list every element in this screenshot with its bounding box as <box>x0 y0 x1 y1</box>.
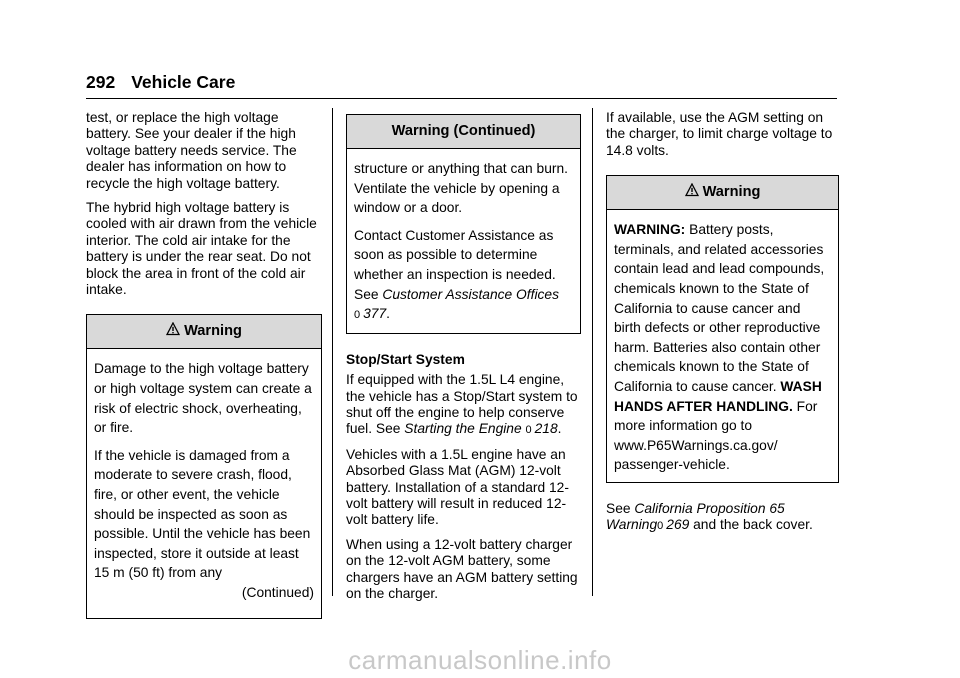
page-reference-arrow-icon: 0 <box>657 520 664 533</box>
column-3 <box>606 110 839 543</box>
paragraph: See California Proposition 65 Warning0 269 and the back cover. <box>606 500 813 533</box>
column-1 <box>86 110 322 637</box>
warning-header: Warning (Continued) <box>347 115 580 149</box>
paragraph: test, or replace the high voltage battery. See your dealer if the high voltage battery needs service. The dealer has information on how to recycle the high voltage battery. <box>86 110 297 191</box>
warning-paragraph: Damage to the high voltage battery or high voltage system can create a risk of electric shock, overheating, or fire. <box>94 361 312 436</box>
page-reference[interactable]: 269 <box>666 517 690 533</box>
warning-body <box>607 210 838 482</box>
warning-continued-box <box>346 114 581 334</box>
warning-paragraph: Contact Customer Assistance as soon as possible to determine whether an inspection is needed. See Customer Assistance Offices 0 377. <box>354 227 559 322</box>
warning-triangle-icon <box>166 322 180 336</box>
paragraph: If equipped with the 1.5L L4 engine, the vehicle has a Stop/Start system to shut off the engine to help conserve fuel. See Starting the Engine 0 218. <box>346 372 578 437</box>
column-2 <box>346 110 581 610</box>
warning-box <box>606 175 839 483</box>
warning-paragraph: If the vehicle is damaged from a moderate to severe crash, flood, fire, or other event, the vehicle should be inspected as soon as possible. Until the vehicle has been inspected, store it outside at least 15 m (50 ft) from any <box>94 447 311 581</box>
paragraph: If available, use the AGM setting on the charger, to limit charge voltage to 14.8 volts. <box>606 110 833 158</box>
watermark: carmanualsonline.info <box>348 645 612 675</box>
header-rule <box>86 98 837 99</box>
cross-reference-link[interactable]: Starting the Engine <box>404 421 522 437</box>
warning-body <box>87 349 321 617</box>
page-reference-arrow-icon: 0 <box>525 424 532 437</box>
page-number: 292 <box>86 72 116 92</box>
warning-title: Warning <box>702 184 761 201</box>
warning-body <box>347 149 580 333</box>
column-divider-1 <box>332 108 333 596</box>
warning-triangle-icon <box>685 183 699 197</box>
page-reference[interactable]: 377 <box>363 306 387 322</box>
page-reference-arrow-icon: 0 <box>354 309 361 322</box>
page-reference[interactable]: 218 <box>534 421 558 437</box>
warning-header <box>607 176 838 210</box>
warning-title: Warning <box>184 323 242 340</box>
paragraph: Vehicles with a 1.5L engine have an Absorbed Glass Mat (AGM) 12-volt battery. Installation of a standard 12-volt battery will result in reduced 12-volt battery life. <box>346 446 569 528</box>
paragraph: The hybrid high voltage battery is cooled with air drawn from the vehicle interior. The cold air intake for the battery is under the rear seat. Do not block the area in front of the cold air intake. <box>86 200 317 298</box>
warning-paragraph: structure or anything that can burn. Ventilate the vehicle by opening a window or a door. <box>354 161 568 216</box>
warning-paragraph: WARNING: Battery posts, terminals, and related accessories contain lead and lead compounds, chemicals known to the State of California to cause cancer and birth defects or other reproductive harm. Batteries also contain other chemicals known to the State of California to cause cancer. WASH HANDS AFTER HANDLING. For more information go to www.P65Warnings.ca.gov/ passenger-vehicle. <box>614 222 825 473</box>
continued-label: (Continued) <box>241 585 314 600</box>
paragraph: When using a 12-volt battery charger on the 12-volt AGM battery, some chargers have an AGM battery setting on the charger. <box>346 536 578 602</box>
warning-box <box>86 314 322 618</box>
cross-reference-link[interactable]: Customer Assistance Offices <box>382 286 559 302</box>
page-header <box>86 72 235 93</box>
cross-reference-link[interactable]: California Proposition 65 Warning <box>606 500 785 533</box>
section-heading: Stop/Start System <box>346 351 465 367</box>
warning-header <box>87 315 321 349</box>
column-divider-2 <box>592 108 593 596</box>
section-title: Vehicle Care <box>131 72 236 92</box>
